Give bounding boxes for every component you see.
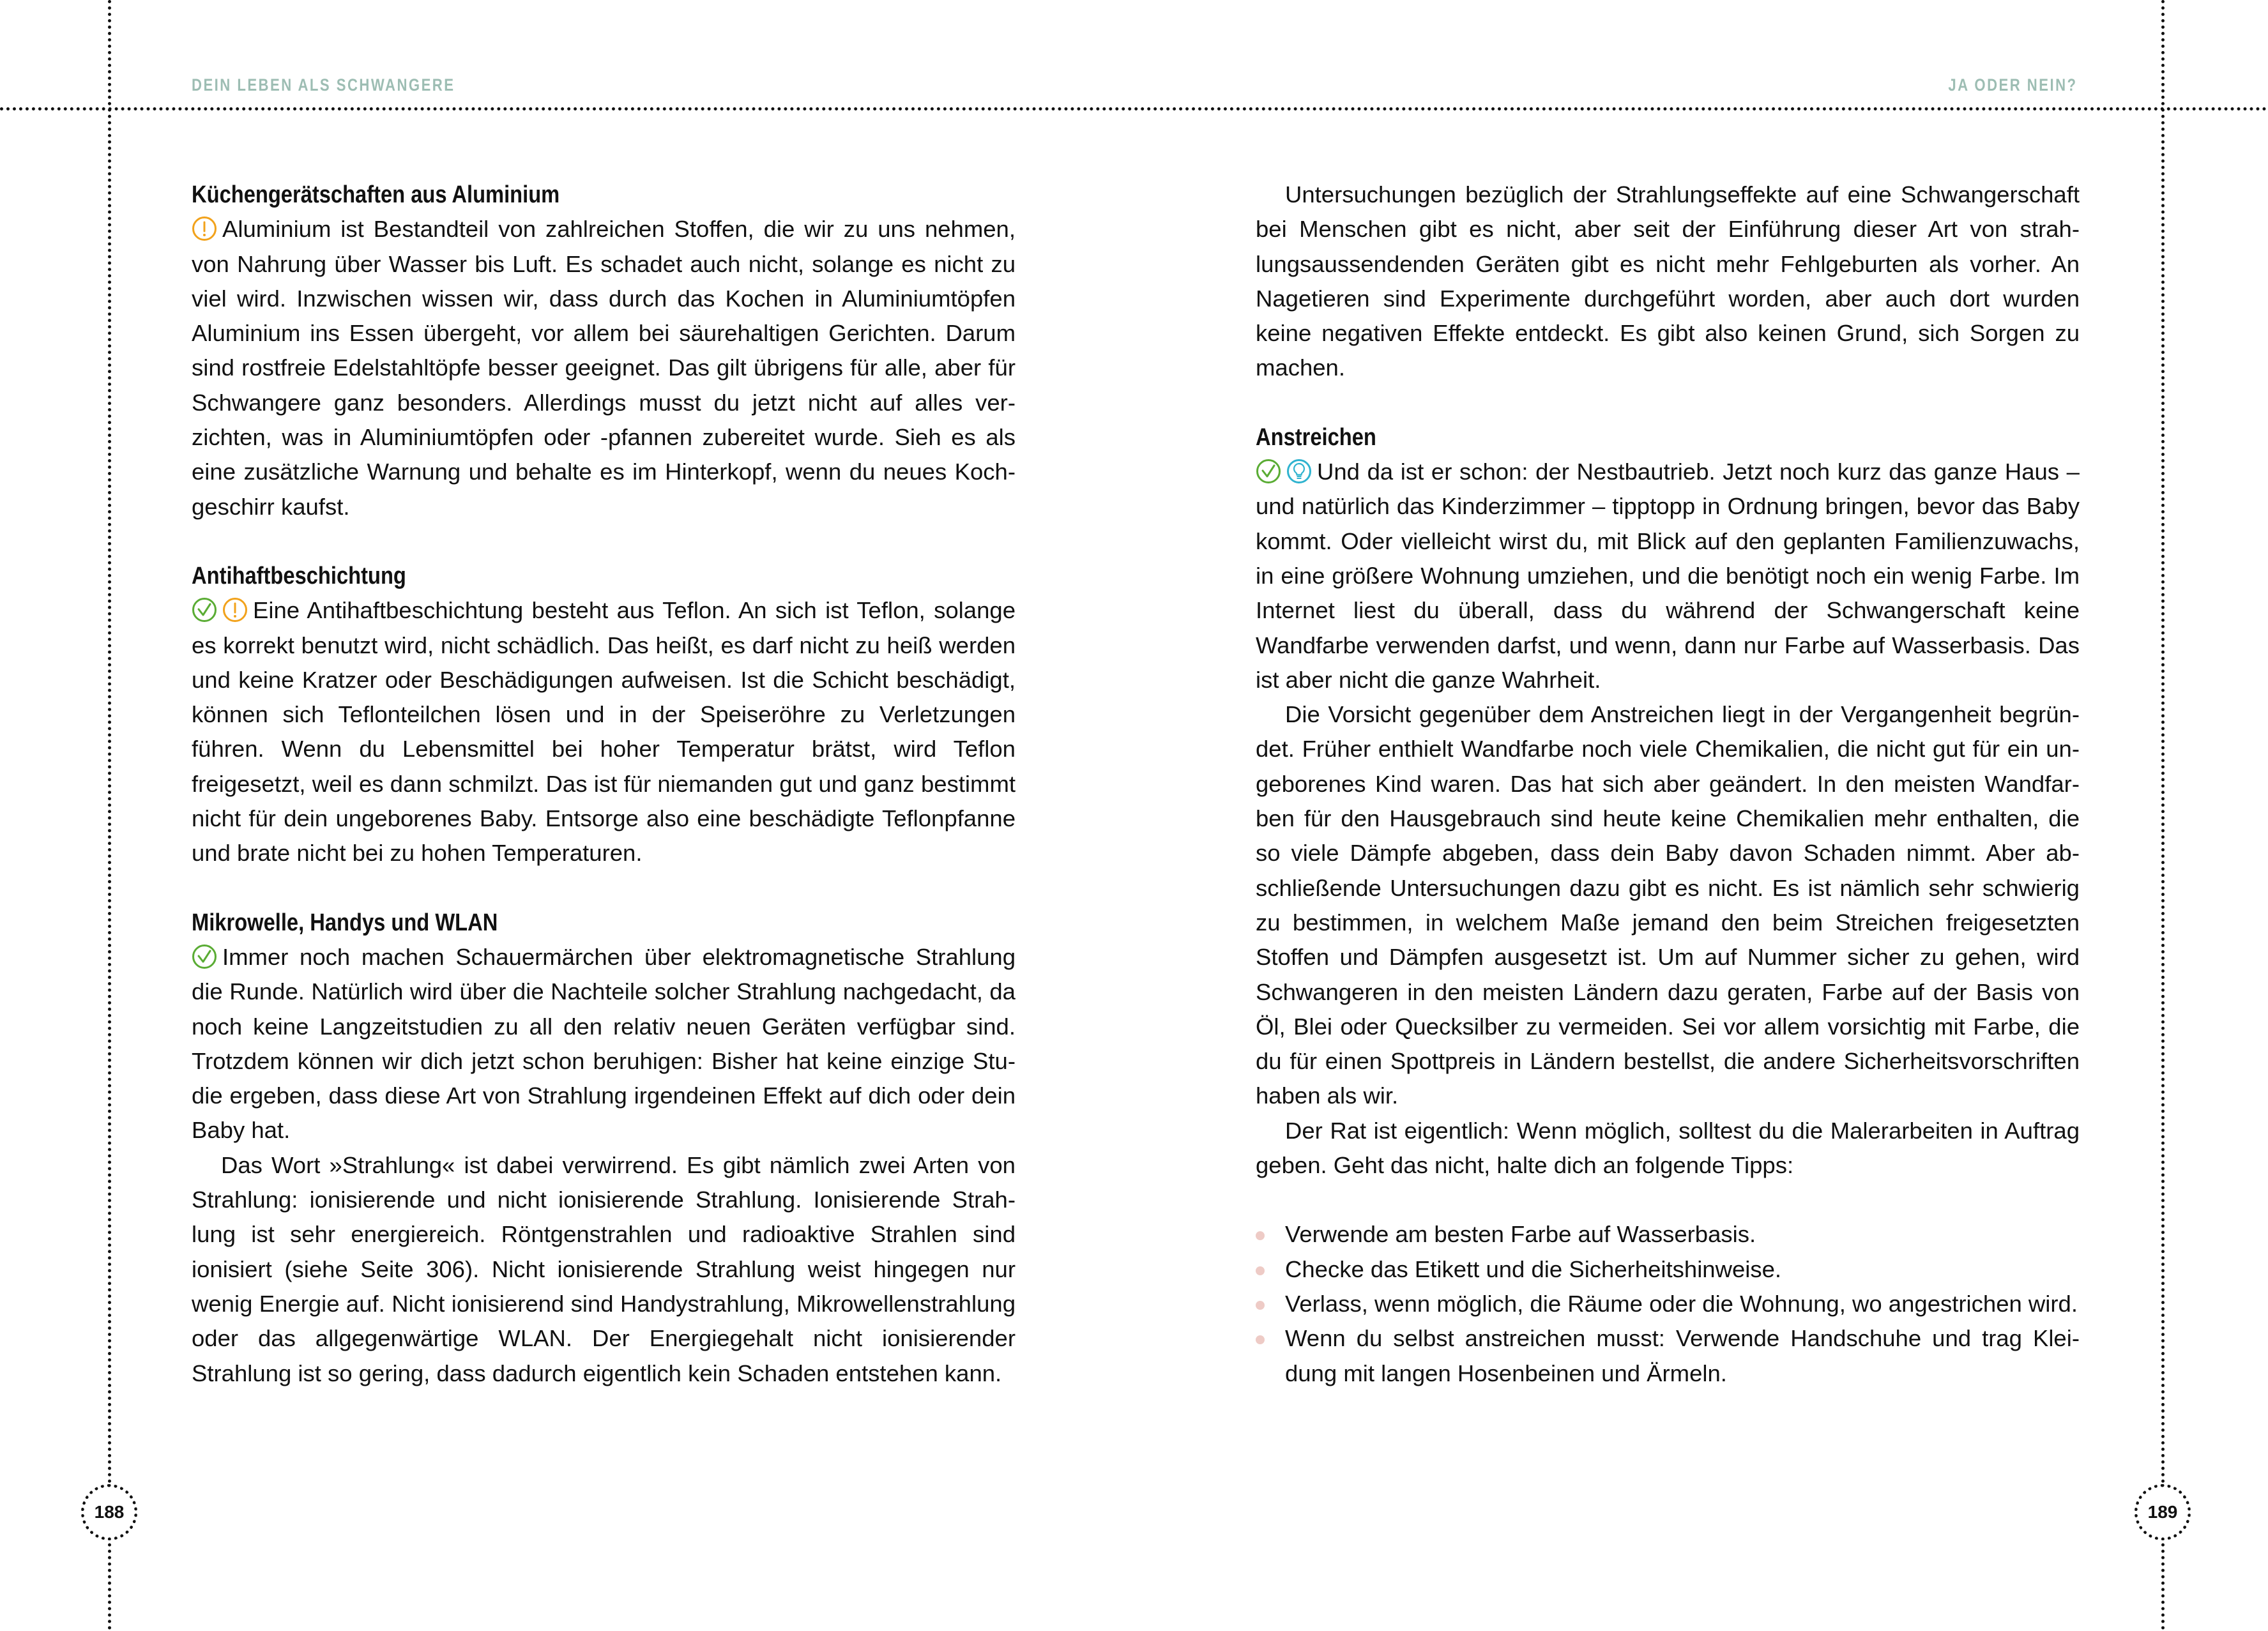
right-page-column xyxy=(1256,178,2080,1391)
page-number-right: 189 xyxy=(2135,1484,2191,1540)
paragraph: Das Wort »Strahlung« ist dabei verwirrend. Es gibt nämlich zwei Arten von Strahlung: ionisierende und nicht ionisierende Strahlung. Ionisierende Strahlung ist sehr energiereich. Röntgenstrahlen und radioaktive Strahlen sind ionisiert (siehe Seite 306). Nicht ionisierende Strahlung weist hingegen nur wenig Energie auf. Nicht ionisierend sind Handystrahlung, Mikrowellenstrahlung oder das allgegenwärtige WLAN. Der Energiegehalt nicht ionisierender Strahlung ist so gering, dass dadurch eigentlich kein Schaden entstehen kann. xyxy=(192,1151,1016,1386)
header-rule xyxy=(0,107,2268,110)
right-trim-line xyxy=(2161,0,2165,1631)
section-antihaft xyxy=(192,559,1016,871)
bullet-dot-icon xyxy=(1256,1266,1265,1275)
check-icon xyxy=(1256,459,1281,484)
intro-paragraph: Untersuchungen bezüglich der Strahlungseffekte auf eine Schwangerschaft bei Menschen gibt es nicht, aber seit der Einführung dieser Art von strahlungsaussendenden Geräten gibt es nicht mehr Fehlgeburten als vorher. An Nagetieren sind Experimente durchgeführt worden, aber auch dort wurden keine negativen Effekte entdeckt. Es gibt also keinen Grund, sich Sorgen zu machen. xyxy=(1256,181,2080,381)
bullet-dot-icon xyxy=(1256,1231,1265,1240)
running-head-right: JA ODER NEIN? xyxy=(1948,75,2078,95)
page-number-left: 188 xyxy=(81,1484,137,1540)
left-trim-line xyxy=(108,0,111,1631)
list-item: Checke das Etikett und die Sicherheitshinweise. xyxy=(1256,1252,2080,1287)
paragraph: Eine Antihaftbeschichtung besteht aus Teflon. An sich ist Teflon, solange es korrekt benutzt wird, nicht schädlich. Das heißt, es darf nicht zu heiß werden und keine Kratzer oder Beschädigungen aufweisen. Ist die Schicht beschädigt, können sich Teflonteilchen lösen und in der Speiseröhre zu Verletzungen führen. Wenn du Lebensmittel bei hoher Temperatur brätst, wird Teflon freigesetzt, weil es dann schmilzt. Das ist für niemanden gut und ganz bestimmt nicht für dein ungeborenes Baby. Entsorge also eine beschädigte Teflonpfanne und brate nicht bei zu hohen Temperaturen. xyxy=(192,597,1016,867)
section-mikrowelle xyxy=(192,906,1016,1391)
bullet-dot-icon xyxy=(1256,1335,1265,1344)
check-icon xyxy=(192,597,217,623)
paragraph: Die Vorsicht gegenüber dem Anstreichen liegt in der Vergangenheit begründet. Früher enthielt Wandfarbe noch viele Chemikalien, die nicht gut für ein ungeborenes Kind waren. Das hat sich aber geändert. In den meisten Wandfarben für den Hausgebrauch sind heute keine Chemikalien mehr enthalten, die so viele Dämpfe abgeben, dass dein Baby davon Schaden nimmt. Aber abschließende Untersuchungen dazu gibt es nicht. Es ist nämlich sehr schwierig zu bestimmen, in welchem Maße jemand den beim Streichen freigesetzten Stoffen und Dämpfen ausgesetzt ist. Um auf Nummer sicher zu gehen, wird Schwangeren in den meisten Ländern dazu geraten, Farbe auf der Basis von Öl, Blei oder Quecksilber zu vermeiden. Sei vor allem vorsichtig mit Farbe, die du für einen Spottpreis in Ländern bestellst, die andere Sicherheitsvorschriften haben als wir. xyxy=(1256,701,2080,1109)
left-page-column xyxy=(192,178,1016,1391)
section-anstreichen xyxy=(1256,420,2080,1391)
section-heading: Küchengerätschaften aus Aluminium xyxy=(192,181,560,208)
list-item: Verwende am besten Farbe auf Wasserbasis. xyxy=(1256,1217,2080,1252)
section-heading: Antihaftbeschichtung xyxy=(192,562,406,589)
paragraph: Der Rat ist eigentlich: Wenn möglich, solltest du die Malerarbeiten in Auftrag geben. Geht das nicht, halte dich an folgende Tipps: xyxy=(1256,1117,2080,1179)
bullet-dot-icon xyxy=(1256,1301,1265,1310)
check-icon xyxy=(192,944,217,969)
tips-list xyxy=(1256,1217,2080,1390)
warning-icon xyxy=(192,216,217,241)
paragraph: Immer noch machen Schauermärchen über elektromagnetische Strahlung die Runde. Natürlich wird über die Nachteile solcher Strahlung nachgedacht, da noch keine Langzeitstudien zu all den relativ neuen Geräten verfügbar sind. Trotzdem können wir dich jetzt schon beruhigen: Bisher hat keine einzige Studie ergeben, dass diese Art von Strahlung irgendeinen Effekt auf dich oder dein Baby hat. xyxy=(192,943,1016,1144)
list-item: Verlass, wenn möglich, die Räume oder die Wohnung, wo angestrichen wird. xyxy=(1256,1287,2080,1321)
section-heading: Mikrowelle, Handys und WLAN xyxy=(192,909,498,936)
lightbulb-icon xyxy=(1286,459,1312,484)
paragraph: Und da ist er schon: der Nestbautrieb. Jetzt noch kurz das ganze Haus – und natürlich das Kinderzimmer – tipptopp in Ordnung bringen, bevor das Baby kommt. Oder vielleicht wirst du, mit Blick auf den geplanten Familienzuwachs, in eine größere Wohnung umziehen, und die benötigt noch ein wenig Farbe. Im Internet liest du überall, dass du während der Schwangerschaft keine Wandfarbe verwenden darfst, und wenn, dann nur Farbe auf Wasserbasis. Das ist aber nicht die ganze Wahrheit. xyxy=(1256,459,2080,693)
running-head-left: DEIN LEBEN ALS SCHWANGERE xyxy=(192,75,455,95)
section-heading: Anstreichen xyxy=(1256,423,1376,451)
warning-icon xyxy=(222,597,248,623)
section-aluminium xyxy=(192,178,1016,524)
paragraph: Aluminium ist Bestandteil von zahlreichen Stoffen, die wir zu uns nehmen, von Nahrung über Wasser bis Luft. Es schadet auch nicht, solange es nicht zu viel wird. Inzwischen wissen wir, dass durch das Kochen in Aluminiumtöpfen Aluminium ins Essen übergeht, vor allem bei säurehaltigen Gerichten. Darum sind rostfreie Edelstahltöpfe besser geeignet. Das gilt übrigens für alle, aber für Schwangere ganz besonders. Allerdings musst du jetzt nicht auf alles verzichten, was in Aluminiumtöpfen oder -pfannen zubereitet wurde. Sieh es als eine zusätzliche Warnung und behalte es im Hinterkopf, wenn du neues Kochgeschirr kaufst. xyxy=(192,216,1016,520)
list-item: Wenn du selbst anstreichen musst: Verwende Handschuhe und trag Kleidung mit langen Hosenbeinen und Ärmeln. xyxy=(1256,1321,2080,1391)
